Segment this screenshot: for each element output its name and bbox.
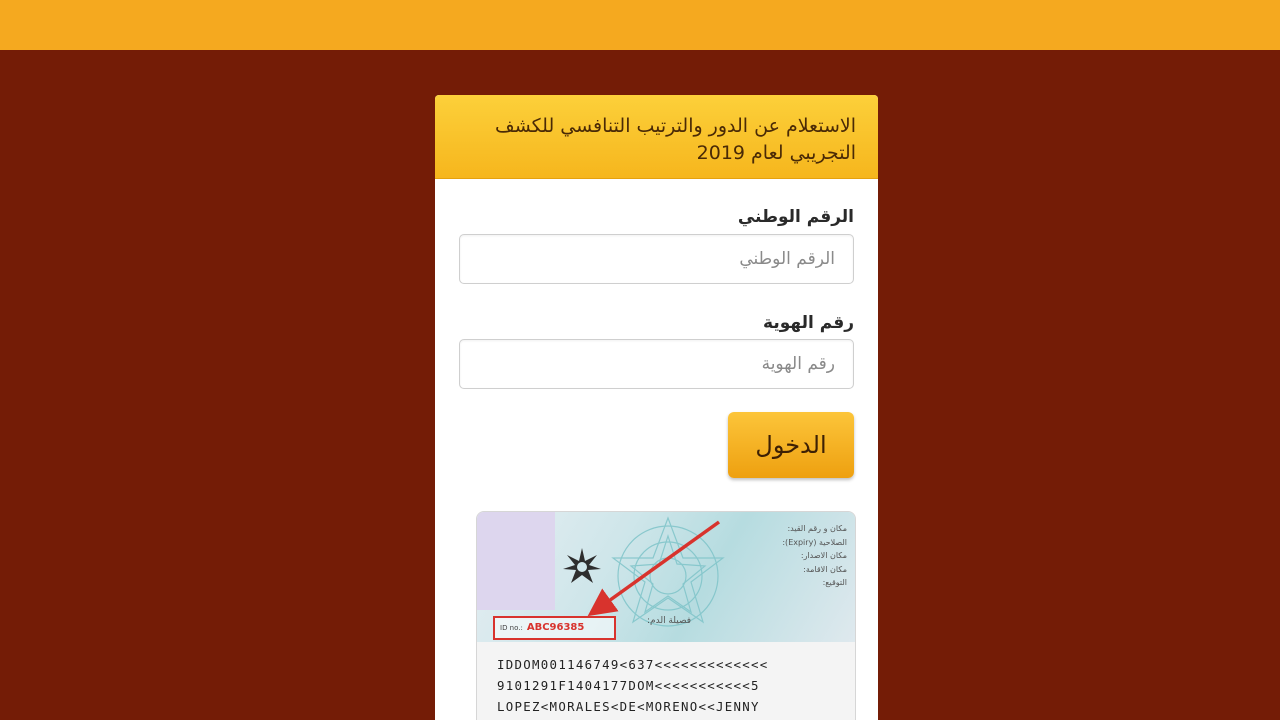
id-card-field-label: الصلاحية (Expiry): [782, 537, 847, 547]
id-card-signature-label: فصيلة الدم: [647, 616, 692, 626]
national-number-input[interactable] [459, 234, 854, 284]
id-card-field-label: التوقيع: [822, 578, 847, 587]
id-card-field-label: مكان و رقم القيد: [787, 524, 847, 533]
id-card-field-label: مكان الاقامة: [803, 564, 847, 574]
id-card-upper-area [477, 512, 855, 642]
id-number-label: رقم الهوية [763, 313, 854, 333]
id-card-sample-image [476, 511, 856, 720]
id-card-mrz [497, 654, 842, 717]
card-header-title: الاستعلام عن الدور والترتيب التنافسي للكشف التجريبي لعام 2019 [435, 95, 878, 179]
id-number-prefix: ID no.: [500, 624, 523, 632]
mrz-line: LOPEZ<MORALES<DE<MORENO<<JENNY [497, 699, 760, 714]
top-bar [0, 0, 1280, 50]
login-button[interactable]: الدخول [728, 412, 854, 478]
id-card-field-label: مكان الاصدار: [800, 551, 847, 560]
id-number-input[interactable] [459, 339, 854, 389]
id-number-value: ABC96385 [526, 622, 585, 633]
login-card [435, 95, 878, 720]
id-number-highlight-box [493, 616, 616, 640]
national-number-label: الرقم الوطني [737, 207, 854, 227]
mrz-line: 9101291F1404177DOM<<<<<<<<<<<5 [497, 678, 760, 693]
mrz-line: IDDOM001146749<637<<<<<<<<<<<<< [497, 657, 769, 672]
